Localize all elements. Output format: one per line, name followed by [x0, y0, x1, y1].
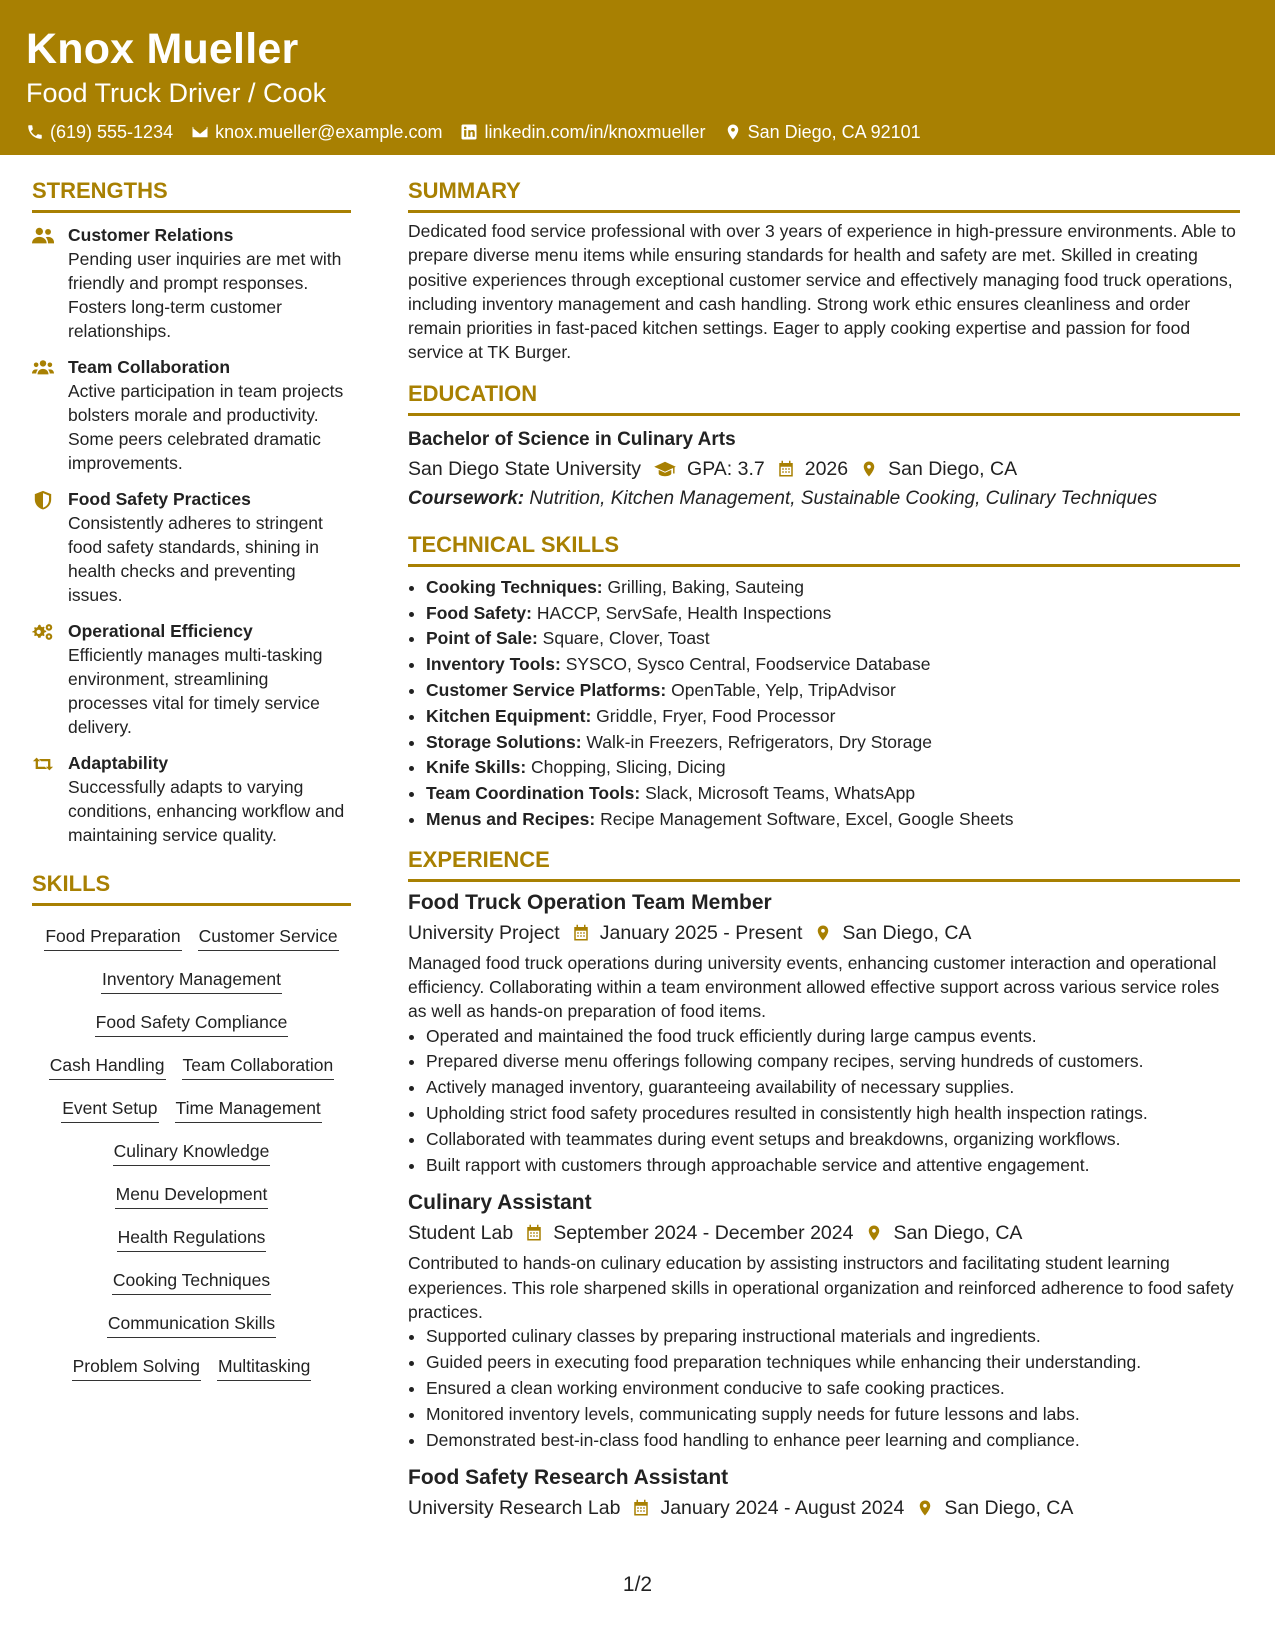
contact-location: [724, 120, 921, 144]
technical-skill-item: [426, 807, 1240, 833]
skill-tag: Food Safety Compliance: [95, 1010, 289, 1037]
technical-skill-item: [426, 678, 1240, 704]
candidate-role: Food Truck Driver / Cook: [26, 78, 327, 108]
map-pin-icon: [916, 1499, 934, 1517]
job-meta: [408, 1493, 1240, 1523]
skill-tag: Multitasking: [217, 1354, 311, 1381]
skill-tag: Team Collaboration: [182, 1053, 335, 1080]
job-bullet: • Guided peers in executing food preparation techniques while enhancing their understanding.: [426, 1350, 1240, 1376]
job-title: Food Truck Operation Team Member: [408, 890, 772, 914]
contact-linkedin-text: linkedin.com/in/knoxmueller: [484, 122, 706, 142]
job-dates: September 2024 - December 2024: [553, 1222, 854, 1245]
education-gpa: GPA: 3.7: [687, 457, 765, 480]
technical-skill-item: [426, 704, 1240, 730]
strength-title: Customer Relations: [68, 225, 234, 245]
strengths-title: STRENGTHS: [32, 176, 351, 213]
education-year: 2026: [804, 457, 849, 480]
linkedin-icon: [460, 123, 478, 141]
job-entry: [408, 888, 1240, 1179]
job-bullet: • Actively managed inventory, guaranteeing availability of necessary supplies.: [426, 1075, 1240, 1101]
job-dates: January 2024 - August 2024: [660, 1497, 905, 1520]
technical-skill-value: Recipe Management Software, Excel, Google Sheets: [595, 808, 1014, 829]
skill-tag: Culinary Knowledge: [113, 1139, 271, 1166]
job-entry: [408, 1463, 1240, 1523]
envelope-icon: [191, 123, 209, 141]
page-number: 1/2: [622, 1573, 653, 1596]
summary-title: SUMMARY: [408, 176, 1240, 213]
skill-tag: Problem Solving: [72, 1354, 201, 1381]
job-title: Culinary Assistant: [408, 1191, 592, 1215]
technical-skill-label: Kitchen Equipment:: [426, 705, 592, 726]
users-icon: [32, 226, 54, 246]
skill-tag: Menu Development: [115, 1182, 269, 1209]
technical-skill-value: Griddle, Fryer, Food Processor: [591, 705, 836, 726]
contact-location-text: San Diego, CA 92101: [747, 122, 921, 142]
calendar-icon: [525, 1224, 543, 1242]
skill-tag: Cooking Techniques: [112, 1268, 271, 1295]
calendar-icon: [572, 924, 590, 942]
strength-item: [32, 619, 351, 739]
left-column: [32, 176, 351, 1397]
education-degree: Bachelor of Science in Culinary Arts: [408, 428, 736, 450]
job-description: Managed food truck operations during university events, enhancing customer interaction and operational efficiency. Collaborating within a team environment allowed effective support across various service roles as well as hands-on preparation of food items.: [408, 952, 1220, 1022]
job-bullet: • Prepared diverse menu offerings following company recipes, serving hundreds of customers.: [426, 1049, 1240, 1075]
contact-phone-text: (619) 555-1234: [50, 122, 174, 142]
technical-skill-label: Storage Solutions:: [426, 731, 582, 752]
job-org: University Project: [408, 921, 560, 944]
candidate-name: Knox Mueller: [26, 25, 299, 73]
job-dates: January 2025 - Present: [599, 921, 803, 944]
technical-skill-item: [426, 626, 1240, 652]
strength-desc: Consistently adheres to stringent food safety standards, shining in health checks and preventing issues.: [68, 513, 323, 605]
strength-desc: Pending user inquiries are met with friendly and prompt responses. Fosters long-term customer relationships.: [68, 249, 342, 341]
skill-tag: Time Management: [175, 1096, 322, 1123]
technical-skill-value: SYSCO, Sysco Central, Foodservice Database: [560, 654, 931, 675]
technical-skill-item: [426, 730, 1240, 756]
technical-skill-label: Team Coordination Tools:: [426, 783, 641, 804]
technical-skill-value: Square, Clover, Toast: [537, 628, 710, 649]
education-coursework: [408, 484, 1240, 514]
technical-skill-value: Walk-in Freezers, Refrigerators, Dry Storage: [581, 731, 932, 752]
summary-text: Dedicated food service professional with over 3 years of experience in high-pressure environments. Able to prepare diverse menu items while ensuring standards for health and safety are met. Skilled in creating positive experiences through exceptional customer service and effectively managing food truck operations, including inventory management and cash handling. Strong work ethic ensures cleanliness and order remain priorities in fast-paced kitchen settings. Eager to apply cooking expertise and passion for food service at TK Burger.: [408, 221, 1236, 363]
technical-skill-value: OpenTable, Yelp, TripAdvisor: [666, 679, 896, 700]
strength-title: Adaptability: [68, 753, 169, 773]
strength-title: Team Collaboration: [68, 357, 231, 377]
skill-tag: Event Setup: [61, 1096, 158, 1123]
skill-tag: Food Preparation: [44, 924, 181, 951]
education-meta: [408, 454, 1240, 484]
job-meta: [408, 918, 1240, 948]
skills-title: SKILLS: [32, 869, 351, 906]
job-org: Student Lab: [408, 1222, 514, 1245]
technical-skill-item: [426, 601, 1240, 627]
strength-title: Food Safety Practices: [68, 489, 251, 509]
technical-skill-value: HACCP, ServSafe, Health Inspections: [531, 602, 832, 623]
map-pin-icon: [860, 460, 878, 478]
strength-item: [32, 487, 351, 607]
technical-skills-title: TECHNICAL SKILLS: [408, 530, 1240, 567]
job-entry: [408, 1188, 1240, 1453]
skills-list: [32, 920, 351, 1397]
job-bullet: • Ensured a clean working environment conducive to safe cooking practices.: [426, 1376, 1240, 1402]
job-bullet: • Collaborated with teammates during event setups and breakdowns, organizing workflows.: [426, 1127, 1240, 1153]
experience-list: [408, 888, 1240, 1524]
job-meta: [408, 1218, 1240, 1248]
technical-skill-item: [426, 755, 1240, 781]
technical-skill-label: Knife Skills:: [426, 757, 527, 778]
job-bullets: [408, 1024, 1240, 1179]
resume-header: [0, 0, 1275, 155]
contact-phone[interactable]: [26, 120, 173, 144]
coursework-label: Coursework:: [408, 487, 525, 509]
technical-skill-item: [426, 575, 1240, 601]
technical-skill-label: Menus and Recipes:: [426, 808, 596, 829]
strength-title: Operational Efficiency: [68, 621, 253, 641]
job-bullet: • Built rapport with customers through approachable service and attentive engagement.: [426, 1153, 1240, 1179]
strength-desc: Successfully adapts to varying conditions, enhancing workflow and maintaining service quality.: [68, 777, 345, 845]
calendar-icon: [777, 460, 795, 478]
education-location: San Diego, CA: [888, 457, 1018, 480]
technical-skill-item: [426, 781, 1240, 807]
experience-title: EXPERIENCE: [408, 845, 1240, 882]
job-bullets: [408, 1324, 1240, 1453]
education-school: San Diego State University: [408, 457, 642, 480]
shield-icon: [32, 490, 54, 510]
strength-item: [32, 223, 351, 343]
job-bullet: • Upholding strict food safety procedures resulted in consistently high health inspection ratings.: [426, 1101, 1240, 1127]
skill-tag: Inventory Management: [101, 967, 282, 994]
technical-skill-label: Food Safety:: [426, 602, 532, 623]
contact-email[interactable]: [191, 120, 442, 144]
technical-skill-label: Customer Service Platforms:: [426, 679, 667, 700]
gears-icon: [32, 622, 54, 642]
job-title: Food Safety Research Assistant: [408, 1466, 729, 1490]
strength-item: [32, 751, 351, 847]
coursework-list: Nutrition, Kitchen Management, Sustainable Cooking, Culinary Techniques: [524, 487, 1158, 509]
contact-row: [26, 120, 1249, 144]
map-pin-icon: [814, 924, 832, 942]
education-title: EDUCATION: [408, 379, 1240, 416]
calendar-icon: [632, 1499, 650, 1517]
strength-desc: Active participation in team projects bolsters morale and productivity. Some peers celebrated dramatic improvements.: [68, 381, 344, 473]
skill-tag: Health Regulations: [117, 1225, 267, 1252]
technical-skills-list: [408, 575, 1240, 833]
technical-skill-label: Inventory Tools:: [426, 654, 561, 675]
job-location: San Diego, CA: [893, 1222, 1023, 1245]
job-bullet: • Demonstrated best-in-class food handling to enhance peer learning and compliance.: [426, 1428, 1240, 1454]
technical-skill-item: [426, 652, 1240, 678]
graduation-cap-icon: [653, 460, 677, 478]
job-bullet: • Supported culinary classes by preparing instructional materials and ingredients.: [426, 1324, 1240, 1350]
technical-skill-label: Cooking Techniques:: [426, 576, 603, 597]
job-location: San Diego, CA: [842, 921, 972, 944]
map-pin-icon: [865, 1224, 883, 1242]
strength-desc: Efficiently manages multi-tasking environment, streamlining processes vital for timely service delivery.: [68, 645, 323, 737]
map-pin-icon: [724, 123, 742, 141]
right-column: [408, 176, 1240, 1533]
retweet-icon: [32, 754, 54, 774]
technical-skill-value: Chopping, Slicing, Dicing: [526, 757, 726, 778]
contact-linkedin[interactable]: [460, 120, 705, 144]
job-location: San Diego, CA: [944, 1497, 1074, 1520]
skill-tag: Cash Handling: [49, 1053, 166, 1080]
job-org: University Research Lab: [408, 1497, 621, 1520]
strength-item: [32, 355, 351, 475]
technical-skill-label: Point of Sale:: [426, 628, 538, 649]
skill-tag: Communication Skills: [107, 1311, 276, 1338]
skill-tag: Customer Service: [198, 924, 339, 951]
job-bullet: • Monitored inventory levels, communicating supply needs for future lessons and labs.: [426, 1402, 1240, 1428]
technical-skill-value: Grilling, Baking, Sauteing: [602, 576, 804, 597]
job-bullet: • Operated and maintained the food truck efficiently during large campus events.: [426, 1024, 1240, 1050]
contact-email-text: knox.mueller@example.com: [215, 122, 443, 142]
phone-icon: [26, 123, 44, 141]
team-icon: [32, 358, 54, 378]
job-description: Contributed to hands-on culinary education by assisting instructors and facilitating student learning experiences. This role sharpened skills in operational organization and reinforced adherence to food safety practices.: [408, 1253, 1234, 1323]
technical-skill-value: Slack, Microsoft Teams, WhatsApp: [640, 783, 916, 804]
